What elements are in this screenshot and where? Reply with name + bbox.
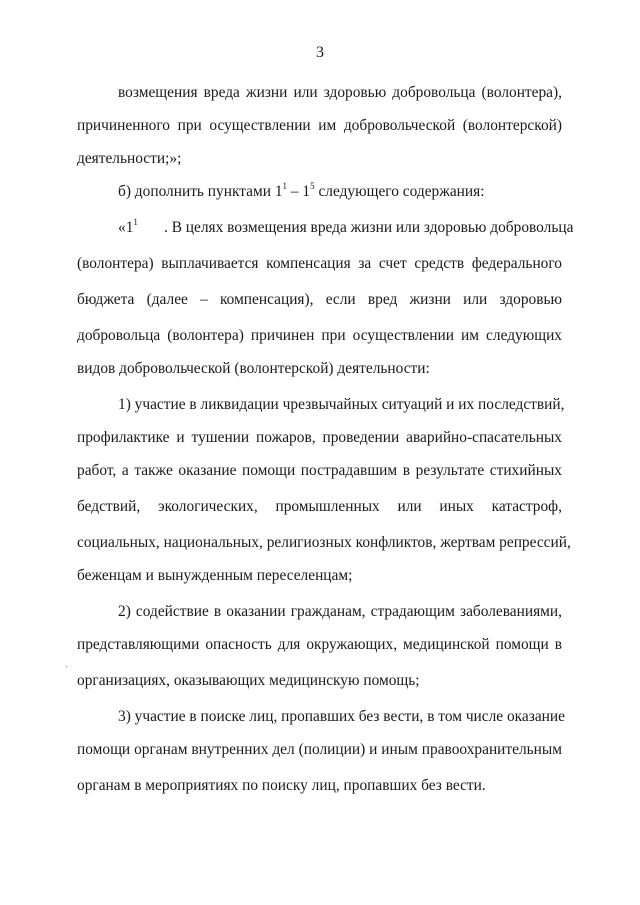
text-line: деятельности;»;: [77, 150, 182, 167]
text-line: беженцам и вынужденным переселенцам;: [77, 567, 353, 584]
text-line: 2) содействие в оказании гражданам, страдающим заболеваниями,: [118, 603, 562, 620]
text-line: работ, а также оказание помощи пострадавшим в результате стихийных: [77, 462, 562, 479]
text-line: профилактике и тушении пожаров, проведении аварийно-спасательных: [77, 429, 562, 446]
text-line: б) дополнить пунктами $1^1 - 1^5$ следующего содержания:: [118, 181, 485, 200]
page-number: 3: [316, 44, 324, 61]
text-line: 3) участие в поиске лиц, пропавших без вести, в том числе оказание: [118, 708, 565, 725]
text-line: возмещения вреда жизни или здоровью добровольца (волонтера),: [118, 84, 562, 101]
text-line: помощи органам внутренних дел (полиции) и иным правоохранительным: [77, 741, 562, 758]
text-line: (волонтера) выплачивается компенсация за счет средств федерального: [77, 255, 562, 272]
text-line: социальных, национальных, религиозных конфликтов, жертвам репрессий,: [77, 534, 571, 551]
text-line: органам в мероприятиях по поиску лиц, пропавших без вести.: [77, 777, 486, 794]
scan-speck: [66, 666, 67, 667]
text-line: добровольца (волонтера) причинен при осуществлении им следующих: [77, 327, 562, 344]
text-line: видов добровольческой (волонтерской) деятельности:: [77, 360, 430, 377]
text-line: организациях, оказывающих медицинскую помощь;: [77, 672, 420, 689]
text-line: бедствий, экологических, промышленных или иных катастроф,: [77, 498, 562, 515]
text-line: бюджета (далее – компенсация), если вред жизни или здоровью: [77, 291, 562, 308]
text-line: причиненного при осуществлении им добровольческой (волонтерской): [77, 117, 562, 134]
text-line: «$1^1$ . В целях возмещения вреда жизни или здоровью добровольца: [118, 217, 574, 236]
text-line: представляющими опасность для окружающих, медицинской помощи в: [77, 636, 562, 653]
text-line: 1) участие в ликвидации чрезвычайных ситуаций и их последствий,: [118, 396, 565, 413]
